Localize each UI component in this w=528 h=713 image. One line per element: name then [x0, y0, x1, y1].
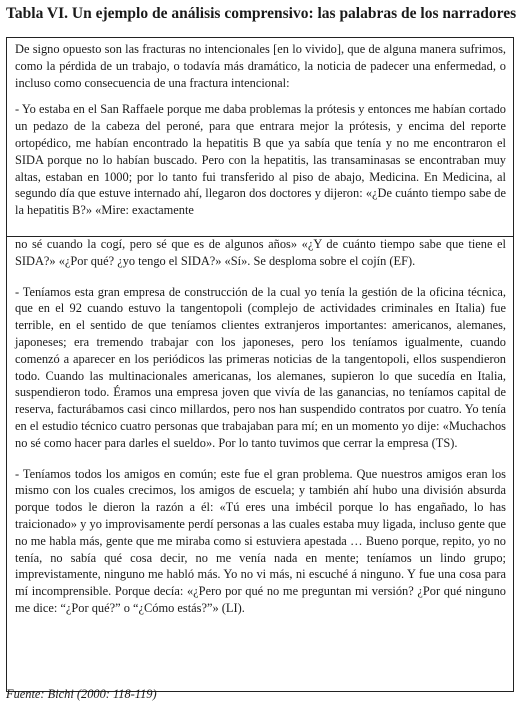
quote-paragraph-1-continued: no sé cuando la cogí, pero sé que es de algunos años» «¿Y de cuánto tiempo sabe que tiene el SIDA?» «¿Por qué? ¿yo tengo el SIDA?» «Sí». Se desploma sobre el cojín (EF).: [15, 237, 506, 268]
source-citation: Fuente: Bichi (2000: 118-119): [6, 687, 157, 701]
quote-paragraph-3: - Teníamos todos los amigos en común; este fue el gran problema. Que nuestros amigos eran los mismo con los cuales crecimos, los amigos de escuela; y también ahí hubo una división absurda porque todos le dieron la razón a él: «Tú eres una imbécil porque lo has engañado, lo has traicionado» y yo improvisamente perdí personas a las cuales estaba muy ligada, incluso gente que no me habla más, gente que me miraba como si estuviera apestada … Bueno porque, repito, yo no tenía, no sabía qué cosa decir, no me venía nada en mente; teníamos un lindo grupo; imprevistamente, ninguno me habló más. Yo no vi más, ni escuché á ninguno. Y fue una cosa para mí incomprensible. Porque decía: «¿Pero por qué no me preguntan mi versión? ¿Por qué ninguno me dice: “¿Por qué?” o “¿Cómo estás?”» (LI).: [15, 466, 506, 615]
quote-box-top: [6, 37, 514, 237]
intro-paragraph: De signo opuesto son las fracturas no intencionales [en lo vivido], que de alguna manera sufrimos, como la pérdida de un trabajo, o todavía más dramático, la noticia de padecer una enfermedad, o incluso como consecuencia de una fractura intencional:: [15, 42, 506, 90]
quote-paragraph-2: - Teníamos esta gran empresa de construcción de la cual yo tenía la gestión de la oficina técnica, que en el 92 cuando estuvo la tangentopoli (complejo de actividades criminales en Italia) fue terrible, en el sentido de que teníamos clientes extranjeros importantes: americanos, alemanes, japoneses; era tremendo trabajar con los japoneses, pero los teníamos igualmente, cuando comenzó a aparecer en los periódicos las primeras noticias de la tangentopoli, ellos suspendieron todo. Cuando las multinacionales americanas, los alemanes, supieron lo que sucedía en Italia, suspendieron todo. Éramos una empresa joven que vivía de las ganancias, no teníamos capital de reserva, facturábamos casi cinco millardos, pero nos han suspendido contratos por cuatro. Yo tenía en el estudio técnico cuatro personas que trabajaban para mí; en un momento yo dije: «Muchachos no sé como hacer para darles el sueldo». Por lo tanto tuvimos que cerrar la empresa (TS).: [15, 284, 506, 450]
quote-box-bottom: [6, 232, 514, 692]
table-title: Tabla VI. Un ejemplo de análisis comprensivo: las palabras de los narradores: [6, 5, 517, 22]
quote-paragraph-1: - Yo estaba en el San Raffaele porque me daba problemas la prótesis y entonces me habían cortado un pedazo de la cabeza del peroné, para que entrara mejor la prótesis, y encima del reporte ortopédico, me habían encontrado la hepatitis B que ya sabía que tenía y no me encontraron el SIDA porque no lo habían buscado. Pero con la hepatitis, las transaminasas se encontraban muy altas, estaban en 1000; por lo tanto fui transferido al piso de abajo, Medicina. En Medicina, al segundo día que estuve internado ahí, llegaron dos doctores y dijeron: «¿De cuánto tiempo sabe de la hepatitis B?» «Mire: exactamente: [15, 102, 506, 218]
